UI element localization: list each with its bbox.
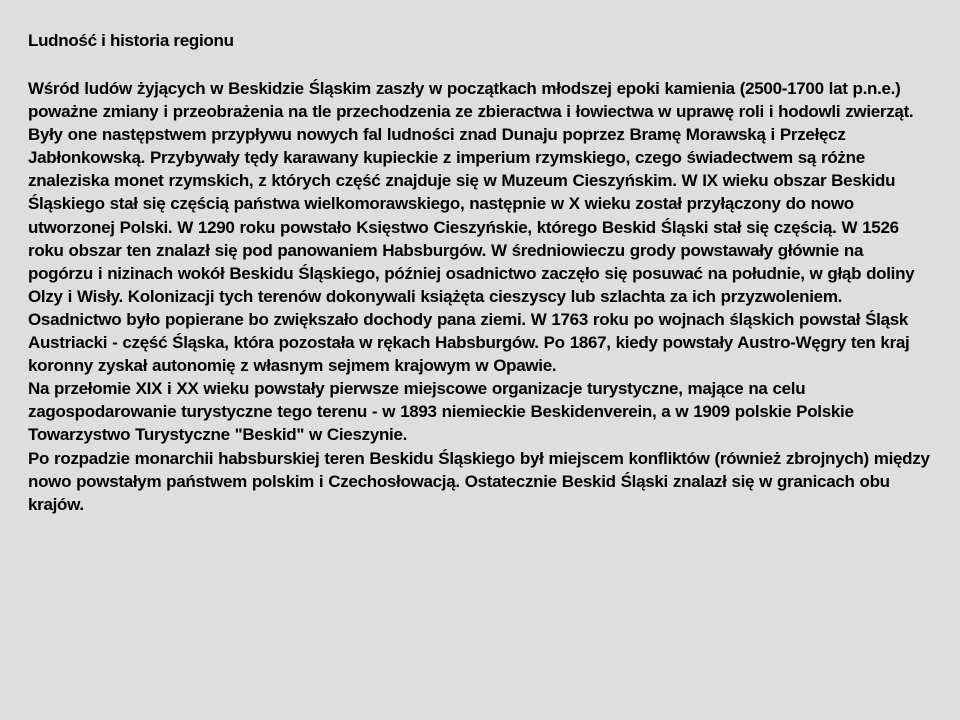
- paragraph-tourism: Na przełomie XIX i XX wieku powstały pierwsze miejscowe organizacje turystyczne, mające na celu zagospodarowanie turystyczne tego terenu - w 1893 niemieckie Beskidenverein, a w 1909 polskie Polskie Towarzystwo Turystyczne "Beskid" w Cieszynie.: [28, 379, 854, 445]
- slide-title: Ludność i historia regionu: [28, 31, 234, 50]
- slide-body: [28, 77, 932, 516]
- paragraph-history: Wśród ludów żyjących w Beskidzie Śląskim zaszły w początkach młodszej epoki kamienia (2500-1700 lat p.n.e.) poważne zmiany i przeobrażenia na tle przechodzenia ze zbieractwa i łowiectwa w uprawę roli i hodowli zwierząt. Były one następstwem przypływu nowych fal ludności znad Dunaju poprzez Bramę Morawską i Przełęcz Jabłonkowską. Przybywały tędy karawany kupieckie z imperium rzymskiego, czego świadectwem są różne znaleziska monet rzymskich, z których część znajduje się w Muzeum Cieszyńskim. W IX wieku obszar Beskidu Śląskiego stał się częścią państwa wielkomorawskiego, następnie w X wieku został przyłączony do nowo utworzonej Polski. W 1290 roku powstało Księstwo Cieszyńskie, którego Beskid Śląski stał się częścią. W 1526 roku obszar ten znalazł się pod panowaniem Habsburgów. W średniowieczu grody powstawały głównie na pogórzu i nizinach wokół Beskidu Śląskiego, później osadnictwo zaczęło się posuwać na południe, w głąb doliny Olzy i Wisły. Kolonizacji tych terenów dokonywali książęta cieszyscy lub szlachta za ich przyzwoleniem. Osadnictwo było popierane bo zwiększało dochody pana ziemi. W 1763 roku po wojnach śląskich powstał Śląsk Austriacki - część Śląska, która pozostała w rękach Habsburgów. Po 1867, kiedy powstały Austro-Węgry ten kraj koronny zyskał autonomię z własnym sejmem krajowym w Opawie.: [28, 79, 915, 376]
- paragraph-borders: Po rozpadzie monarchii habsburskiej teren Beskidu Śląskiego był miejscem konfliktów (również zbrojnych) między nowo powstałym państwem polskim i Czechosłowacją. Ostatecznie Beskid Śląski znalazł się w granicach obu krajów.: [28, 448, 930, 514]
